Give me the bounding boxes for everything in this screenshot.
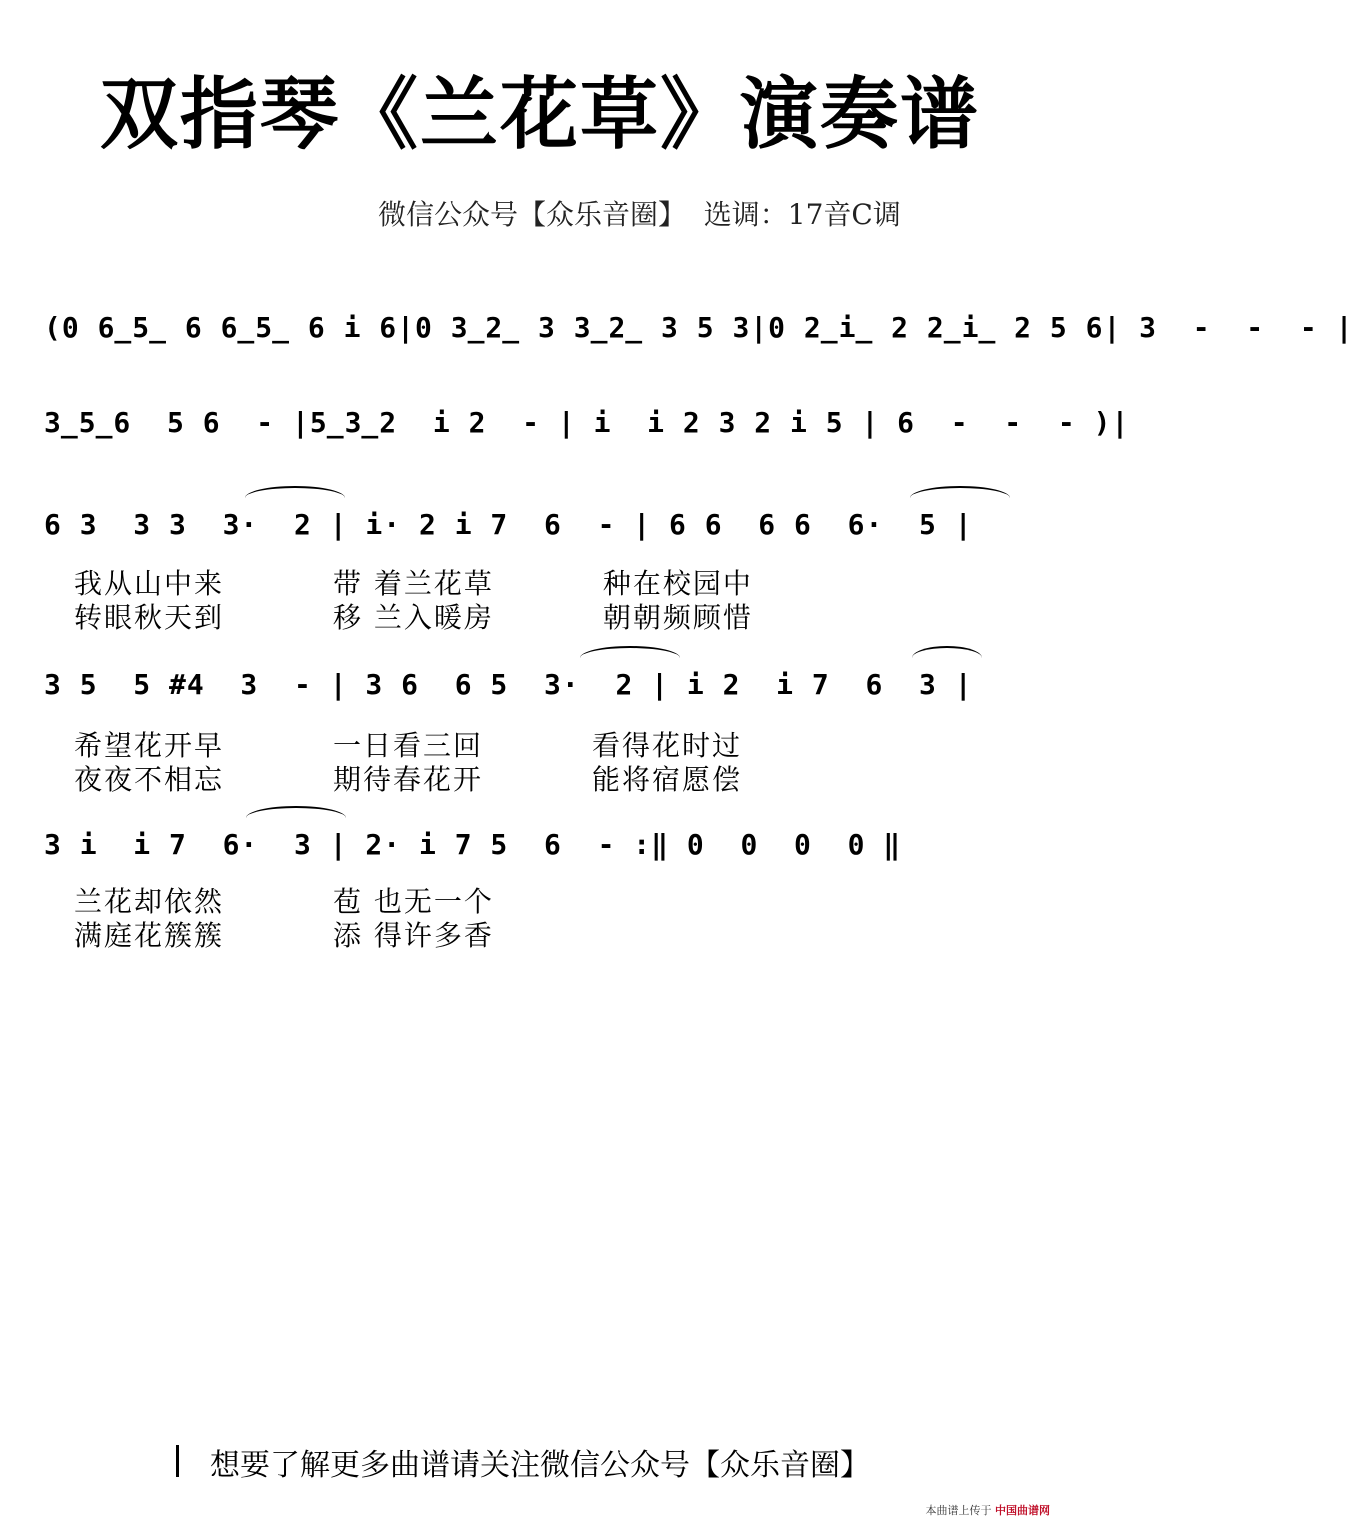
credit-line [926, 1502, 1051, 1518]
site-logo: 中国曲谱网 [995, 1504, 1050, 1517]
lyric-line: 兰花却依然 苞 也无一个 [74, 885, 494, 918]
notation-row-1 [44, 293, 1353, 363]
page-title: 双指琴《兰花草》演奏谱 [99, 70, 980, 160]
page-subtitle: 微信公众号【众乐音圈】 选调：17音C调 [378, 198, 901, 231]
lyric-line: 满庭花簇簇 添 得许多香 [74, 919, 494, 952]
tie-slur [580, 646, 680, 670]
notation-row-3 [44, 490, 1044, 560]
notation-row-4 [44, 650, 1044, 720]
footer-note: 想要了解更多曲谱请关注微信公众号【众乐音圈】 [210, 1448, 870, 1483]
tie-slur [246, 806, 346, 830]
tie-slur [912, 646, 982, 670]
notation-row-2 [44, 388, 1130, 458]
tie-slur [910, 486, 1010, 510]
notation-text: 3 5 5 #4 3 - | 3 6 6 5 3· 2 | i 2 i 7 6 3 | [44, 668, 973, 701]
notation-text: 3 i i 7 6· 3 | 2· i 7 5 6 - :‖ 0 0 0 0 ‖ [44, 828, 902, 861]
notation-text: (0 6̲5̲ 6 6̲5̲ 6 i 6|0 3̲2̲ 3 3̲2̲ 3 5 3|0 2̲i̲ 2 2̲i̲ 2 5 6| 3 - - - | [44, 311, 1353, 344]
notation-row-5 [44, 810, 1044, 880]
credit-prefix: 本曲谱上传于 [925, 1504, 992, 1517]
tie-slur [245, 486, 345, 510]
lyric-line: 希望花开早 一日看三回 看得花时过 [74, 729, 743, 762]
lyric-line: 夜夜不相忘 期待春花开 能将宿愿偿 [74, 763, 743, 796]
lyric-line: 我从山中来 带 着兰花草 种在校园中 [74, 567, 753, 600]
notation-text: 3̲5̲6 5 6 - |5̲3̲2 i 2 - | i i 2 3 2 i 5 | 6 - - - )| [44, 406, 1130, 439]
notation-text: 6 3 3 3 3· 2 | i· 2 i 7 6 - | 6 6 6 6 6· 5 | [44, 508, 973, 541]
lyric-line: 转眼秋天到 移 兰入暖房 朝朝频顾惜 [74, 601, 753, 634]
